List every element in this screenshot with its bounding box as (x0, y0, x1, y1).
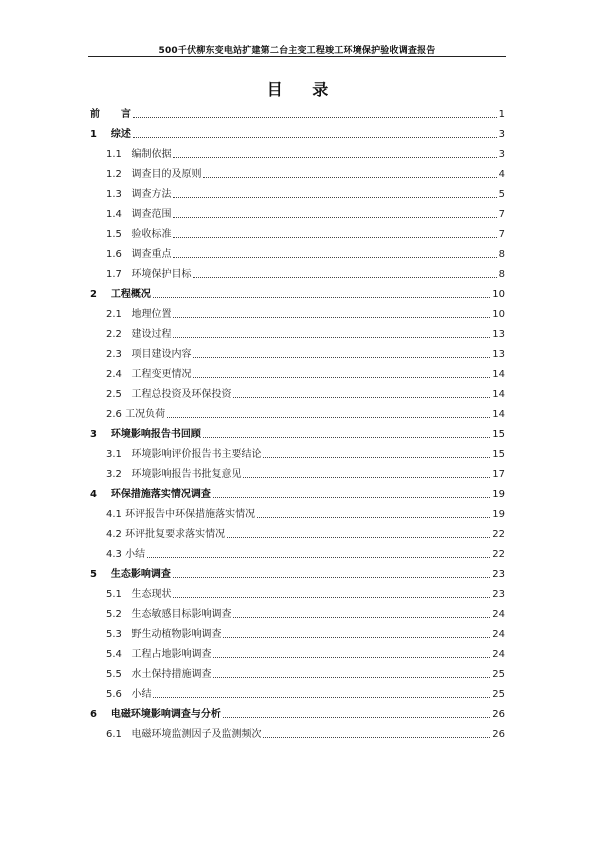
toc-section-entry[interactable] (88, 207, 505, 221)
toc-section-entry[interactable] (88, 227, 505, 241)
toc-chapter-entry[interactable] (88, 427, 505, 441)
toc-dot-leader (173, 317, 490, 318)
toc-section-entry[interactable] (88, 247, 505, 261)
toc-entry-number: 2 (90, 289, 97, 300)
toc-section-entry[interactable] (88, 407, 505, 421)
toc-chapter-entry[interactable] (88, 287, 505, 301)
toc-page-number: 24 (492, 629, 505, 640)
toc-entry-label: 电磁环境监测因子及监测频次 (131, 729, 262, 740)
toc-chapter-entry[interactable] (88, 567, 505, 581)
toc-entry-number: 3.1 (106, 449, 122, 460)
toc-dot-leader (173, 157, 496, 158)
toc-page-number: 14 (492, 409, 505, 420)
toc-section-entry[interactable] (88, 187, 505, 201)
toc-entry-label: 小结 (125, 549, 146, 560)
toc-dot-leader (173, 197, 496, 198)
toc-section-entry[interactable] (88, 727, 505, 741)
toc-page-number: 15 (492, 429, 505, 440)
toc-page-number: 1 (498, 109, 505, 120)
toc-dot-leader (147, 557, 490, 558)
toc-entry-number: 1.1 (106, 149, 122, 160)
toc-entry-number: 3 (90, 429, 97, 440)
toc-dot-leader (173, 337, 490, 338)
toc-entry-number: 5.3 (106, 629, 122, 640)
toc-entry-label: 工程变更情况 (131, 369, 192, 380)
header-rule (88, 56, 506, 57)
toc-page-number: 8 (498, 269, 505, 280)
toc-page-number: 22 (492, 529, 505, 540)
toc-dot-leader (173, 257, 496, 258)
toc-dot-leader (227, 537, 490, 538)
toc-entry-number: 1.6 (106, 249, 122, 260)
toc-section-entry[interactable] (88, 327, 505, 341)
toc-page-number: 17 (492, 469, 505, 480)
toc-dot-leader (173, 577, 490, 578)
toc-page-number: 25 (492, 689, 505, 700)
toc-entry-label: 工况负荷 (125, 409, 166, 420)
toc-entry-label: 小结 (131, 689, 152, 700)
toc-entry-number: 2.4 (106, 369, 122, 380)
toc-dot-leader (233, 397, 490, 398)
toc-dot-leader (223, 717, 490, 718)
toc-entry-number: 2.6 (106, 409, 122, 420)
toc-entry-label: 言 (120, 109, 131, 120)
toc-dot-leader (167, 417, 490, 418)
toc-dot-leader (133, 117, 497, 118)
toc-entry-label: 水土保持措施调查 (131, 669, 212, 680)
toc-dot-leader (153, 297, 490, 298)
toc-entry-number: 1.3 (106, 189, 122, 200)
toc-dot-leader (133, 137, 497, 138)
toc-page-number: 14 (492, 369, 505, 380)
toc-entry-number: 5.2 (106, 609, 122, 620)
toc-entry-number: 6 (90, 709, 97, 720)
toc-entry-number: 4.3 (106, 549, 122, 560)
toc-entry-label: 生态现状 (131, 589, 172, 600)
toc-page-number: 25 (492, 669, 505, 680)
toc-entry-label: 环境影响报告书回顾 (110, 429, 201, 440)
toc-section-entry[interactable] (88, 507, 505, 521)
toc-page-number: 8 (498, 249, 505, 260)
toc-page-number: 7 (498, 209, 505, 220)
running-header: 500千伏柳东变电站扩建第二台主变工程竣工环境保护验收调查报告 (158, 46, 436, 56)
toc-page-number: 13 (492, 329, 505, 340)
toc-section-entry[interactable] (88, 587, 505, 601)
toc-section-entry[interactable] (88, 647, 505, 661)
toc-section-entry[interactable] (88, 387, 505, 401)
toc-entry-label: 综述 (110, 129, 131, 140)
toc-entry-label: 编制依据 (131, 149, 172, 160)
toc-entry-label: 工程概况 (110, 289, 151, 300)
toc-section-entry[interactable] (88, 627, 505, 641)
toc-dot-leader (173, 237, 496, 238)
toc-dot-leader (233, 617, 490, 618)
toc-chapter-entry[interactable] (88, 127, 505, 141)
toc-dot-leader (257, 517, 490, 518)
toc-entry-number: 5 (90, 569, 97, 580)
toc-entry-label: 环境保护目标 (131, 269, 192, 280)
toc-dot-leader (193, 357, 490, 358)
toc-entry-label: 工程占地影响调查 (131, 649, 212, 660)
toc-entry-number: 3.2 (106, 469, 122, 480)
toc-entry-label: 环境影响评价报告书主要结论 (131, 449, 262, 460)
toc-page-number: 10 (492, 289, 505, 300)
toc-dot-leader (193, 277, 496, 278)
toc-entry-label: 电磁环境影响调查与分析 (110, 709, 221, 720)
toc-entry-number: 5.4 (106, 649, 122, 660)
toc-section-entry[interactable] (88, 667, 505, 681)
toc-dot-leader (213, 497, 490, 498)
toc-entry-number: 5.1 (106, 589, 122, 600)
toc-page-number: 24 (492, 609, 505, 620)
toc-entry-number: 4.1 (106, 509, 122, 520)
toc-section-entry[interactable] (88, 467, 505, 481)
toc-dot-leader (193, 377, 490, 378)
toc-entry-label: 工程总投资及环保投资 (131, 389, 232, 400)
toc-dot-leader (153, 697, 490, 698)
toc-page-number: 19 (492, 489, 505, 500)
toc-entry-label: 调查目的及原则 (131, 169, 202, 180)
toc-page-number: 26 (492, 709, 505, 720)
toc-entry-number: 4.2 (106, 529, 122, 540)
toc-entry-number: 6.1 (106, 729, 122, 740)
toc-section-entry[interactable] (88, 527, 505, 541)
toc-dot-leader (213, 657, 490, 658)
toc-page-number: 7 (498, 229, 505, 240)
toc-dot-leader (243, 477, 490, 478)
toc-chapter-entry[interactable] (88, 107, 505, 121)
toc-page-number: 10 (492, 309, 505, 320)
toc-entry-label: 地理位置 (131, 309, 172, 320)
toc-page-number: 23 (492, 589, 505, 600)
toc-page-number: 22 (492, 549, 505, 560)
toc-entry-number: 4 (90, 489, 97, 500)
toc-dot-leader (203, 437, 490, 438)
toc-entry-label: 野生动植物影响调查 (131, 629, 222, 640)
toc-page-number: 23 (492, 569, 505, 580)
toc-entry-label: 调查重点 (131, 249, 172, 260)
toc-page-number: 15 (492, 449, 505, 460)
toc-dot-leader (213, 677, 490, 678)
toc-page-number: 13 (492, 349, 505, 360)
toc-entry-number: 1.2 (106, 169, 122, 180)
toc-entry-number: 1.7 (106, 269, 122, 280)
toc-dot-leader (173, 597, 490, 598)
toc-section-entry[interactable] (88, 267, 505, 281)
toc-page-number: 24 (492, 649, 505, 660)
toc-chapter-entry[interactable] (88, 487, 505, 501)
toc-entry-number: 5.5 (106, 669, 122, 680)
toc-page-number: 3 (498, 129, 505, 140)
toc-dot-leader (263, 457, 490, 458)
toc-entry-label: 环保措施落实情况调查 (110, 489, 211, 500)
toc-entry-label: 调查范围 (131, 209, 172, 220)
toc-section-entry[interactable] (88, 147, 505, 161)
toc-page-number: 19 (492, 509, 505, 520)
toc-entry-label: 验收标准 (131, 229, 172, 240)
toc-entry-number: 2.5 (106, 389, 122, 400)
toc-entry-label: 环境影响报告书批复意见 (131, 469, 242, 480)
toc-section-entry[interactable] (88, 307, 505, 321)
toc-dot-leader (263, 737, 490, 738)
toc-page-number: 14 (492, 389, 505, 400)
toc-dot-leader (173, 217, 496, 218)
toc-section-entry[interactable] (88, 687, 505, 701)
toc-entry-label: 项目建设内容 (131, 349, 192, 360)
toc-section-entry[interactable] (88, 547, 505, 561)
toc-page-number: 26 (492, 729, 505, 740)
toc-page-number: 4 (498, 169, 505, 180)
toc-entry-number: 2.3 (106, 349, 122, 360)
toc-entry-label: 调查方法 (131, 189, 172, 200)
toc-entry-number: 2.1 (106, 309, 122, 320)
toc-entry-label: 建设过程 (131, 329, 172, 340)
toc-entry-label: 生态敏感目标影响调查 (131, 609, 232, 620)
toc-entry-number: 2.2 (106, 329, 122, 340)
toc-entry-number: 1.5 (106, 229, 122, 240)
toc-entry-label: 环评批复要求落实情况 (125, 529, 226, 540)
toc-section-entry[interactable] (88, 167, 505, 181)
toc-page-number: 3 (498, 149, 505, 160)
toc-dot-leader (223, 637, 490, 638)
toc-page-number: 5 (498, 189, 505, 200)
toc-entry-number: 1 (90, 129, 97, 140)
toc-section-entry[interactable] (88, 447, 505, 461)
toc-title: 目 录 (266, 80, 341, 99)
toc-section-entry[interactable] (88, 607, 505, 621)
toc-entry-label: 环评报告中环保措施落实情况 (125, 509, 256, 520)
toc-entry-label: 生态影响调查 (110, 569, 171, 580)
toc-entry-number: 前 (90, 109, 100, 120)
toc-section-entry[interactable] (88, 367, 505, 381)
toc-chapter-entry[interactable] (88, 707, 505, 721)
toc-entry-number: 5.6 (106, 689, 122, 700)
toc-section-entry[interactable] (88, 347, 505, 361)
toc-entry-number: 1.4 (106, 209, 122, 220)
toc-dot-leader (203, 177, 496, 178)
